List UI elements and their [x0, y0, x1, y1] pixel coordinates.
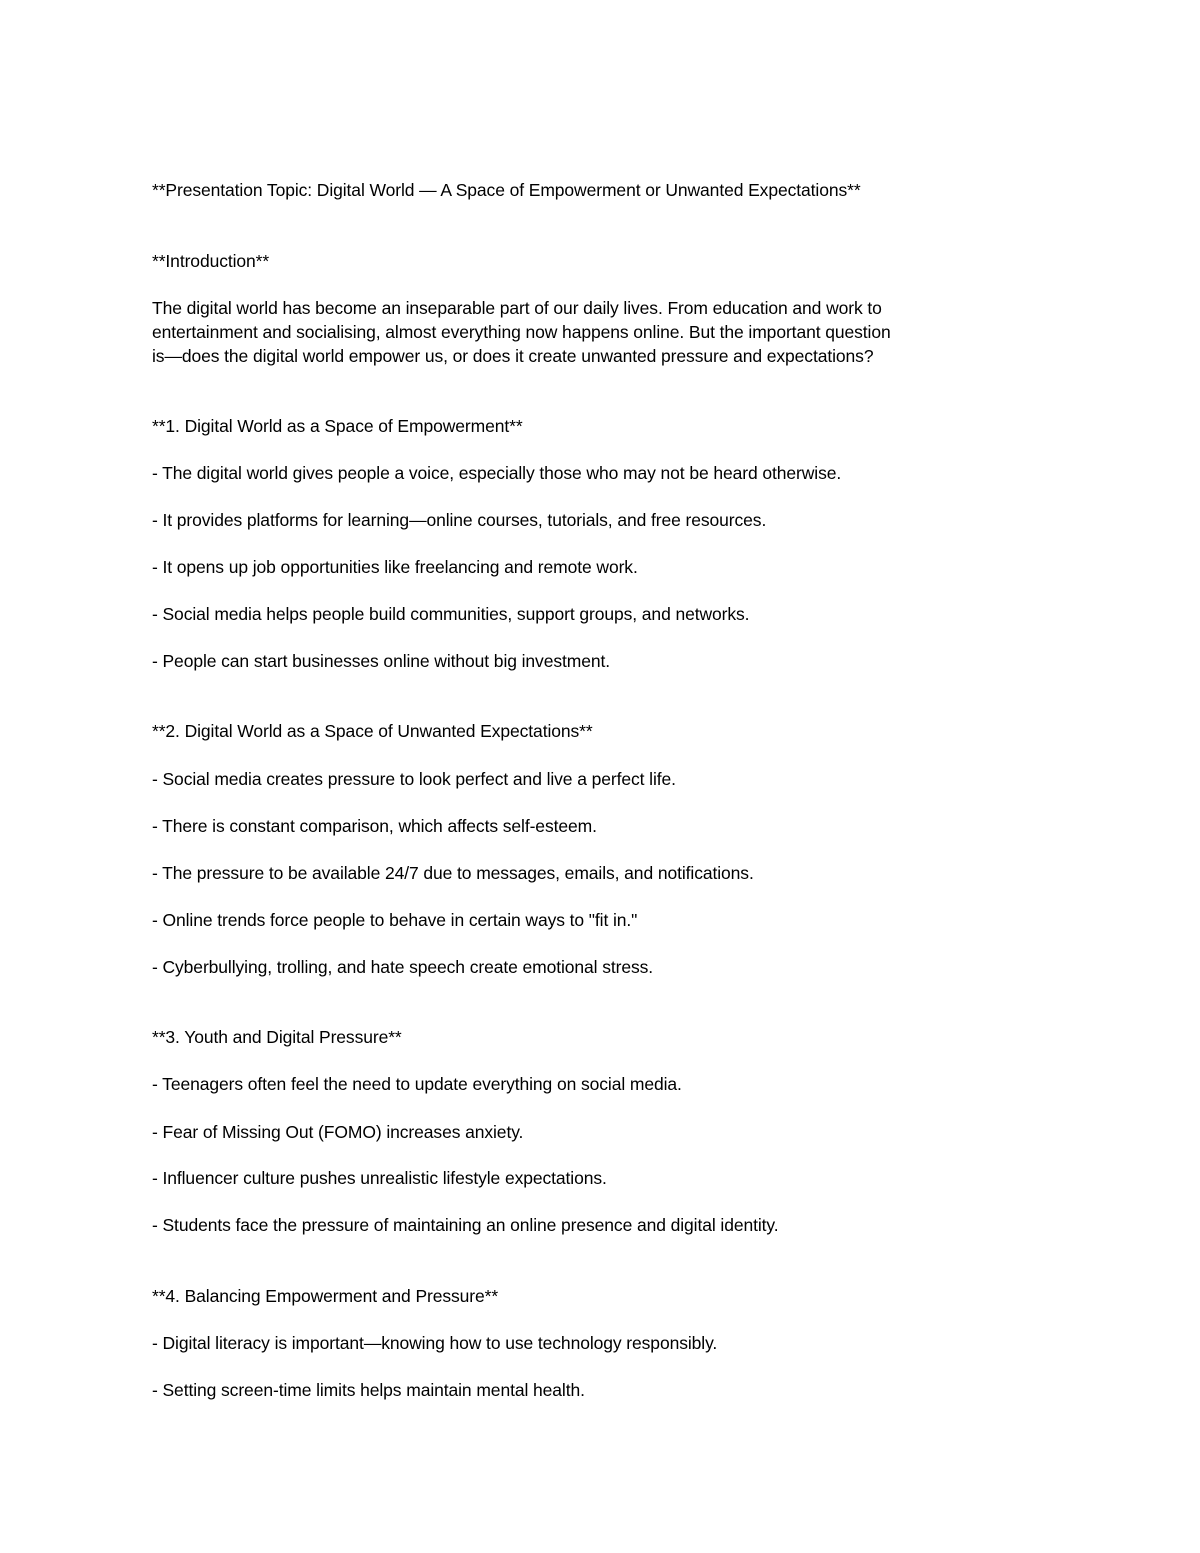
intro-heading: **Introduction** [152, 251, 270, 271]
bullet-item: - People can start businesses online without big investment. [152, 651, 611, 671]
bullet-item: - Teenagers often feel the need to update everything on social media. [152, 1074, 682, 1094]
section-heading: **3. Youth and Digital Pressure** [152, 1027, 402, 1047]
bullet-item: - Digital literacy is important—knowing how to use technology responsibly. [152, 1333, 718, 1353]
bullet-item: - Setting screen-time limits helps maintain mental health. [152, 1380, 585, 1400]
bullet-item: - The digital world gives people a voice, especially those who may not be heard otherwise. [152, 463, 842, 483]
intro-line: is—does the digital world empower us, or does it create unwanted pressure and expectations? [152, 346, 874, 366]
bullet-item: - Cyberbullying, trolling, and hate speech create emotional stress. [152, 957, 654, 977]
document-title: **Presentation Topic: Digital World — A Space of Empowerment or Unwanted Expectations** [152, 180, 861, 200]
bullet-item: - The pressure to be available 24/7 due to messages, emails, and notifications. [152, 863, 754, 883]
bullet-item: - It opens up job opportunities like freelancing and remote work. [152, 557, 638, 577]
intro-line: The digital world has become an inseparable part of our daily lives. From education and work to [152, 298, 882, 318]
bullet-item: - Social media helps people build communities, support groups, and networks. [152, 604, 750, 624]
intro-line: entertainment and socialising, almost everything now happens online. But the important question [152, 322, 891, 342]
section-heading: **4. Balancing Empowerment and Pressure** [152, 1286, 499, 1306]
bullet-item: - Online trends force people to behave in certain ways to "fit in." [152, 910, 638, 930]
bullet-item: - Fear of Missing Out (FOMO) increases anxiety. [152, 1122, 524, 1142]
section-heading: **1. Digital World as a Space of Empowerment** [152, 416, 523, 436]
section-heading: **2. Digital World as a Space of Unwanted Expectations** [152, 721, 593, 741]
bullet-item: - Students face the pressure of maintaining an online presence and digital identity. [152, 1215, 779, 1235]
bullet-item: - Social media creates pressure to look perfect and live a perfect life. [152, 769, 676, 789]
bullet-item: - It provides platforms for learning—online courses, tutorials, and free resources. [152, 510, 767, 530]
bullet-item: - There is constant comparison, which affects self-esteem. [152, 816, 597, 836]
bullet-item: - Influencer culture pushes unrealistic lifestyle expectations. [152, 1168, 607, 1188]
